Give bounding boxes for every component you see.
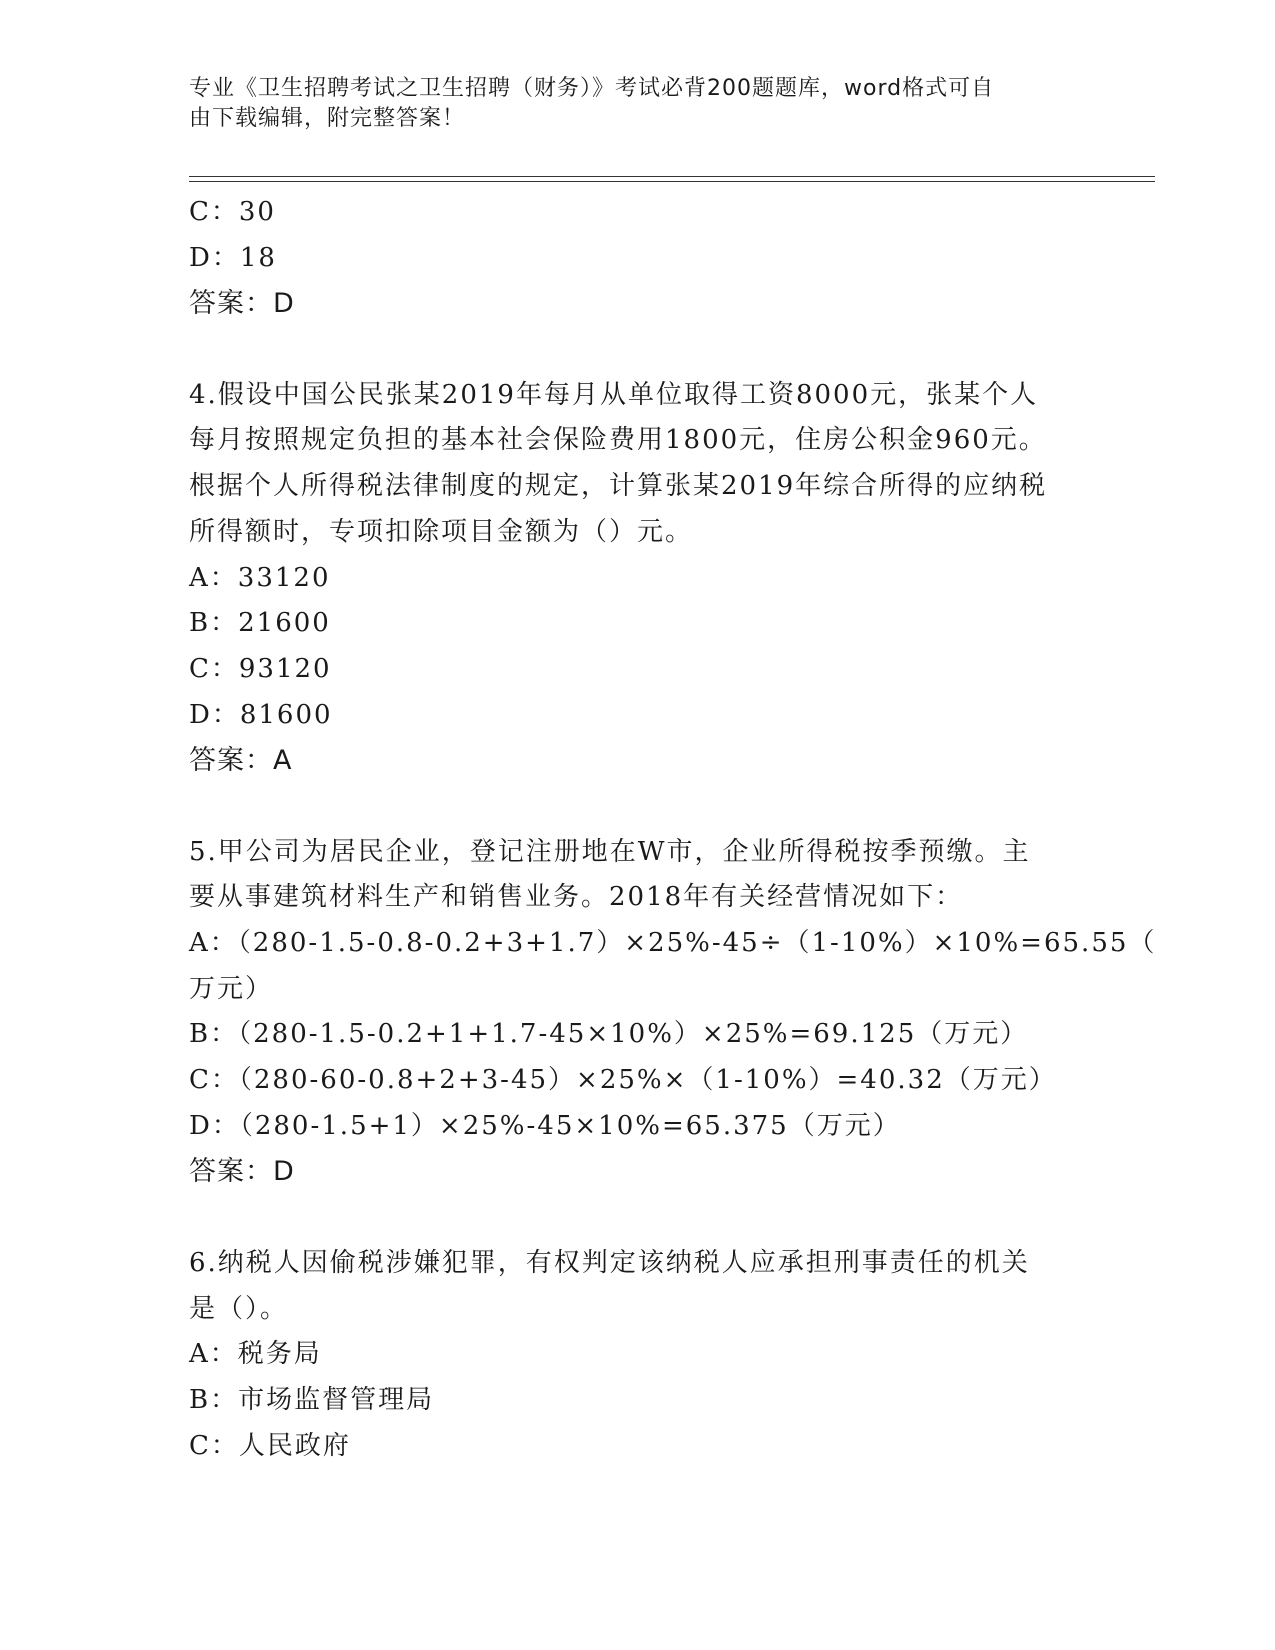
q3-answer: 答案：D xyxy=(189,288,295,320)
q4-stem-line-2: 每月按照规定负担的基本社会保险费用1800元，住房公积金960元。 xyxy=(189,425,1047,456)
header-title-line-1: 专业《卫生招聘考试之卫生招聘（财务）》考试必背200题题库，word格式可自 xyxy=(189,76,995,101)
q5-option-a-line-2: 万元） xyxy=(189,973,274,1004)
q6-stem-line-1: 6.纳税人因偷税涉嫌犯罪，有权判定该纳税人应承担刑事责任的机关 xyxy=(189,1247,1030,1278)
spacer xyxy=(189,327,1089,373)
q5-stem-line-2: 要从事建筑材料生产和销售业务。2018年有关经营情况如下： xyxy=(189,882,964,913)
q5-option-c: C：（280-60-0.8+2+3-45）×25%×（1-10%）=40.32（万元） xyxy=(189,1065,1057,1096)
header-title-line-2: 由下载编辑，附完整答案！ xyxy=(189,106,466,131)
q4-stem-line-1: 4.假设中国公民张某2019年每月从单位取得工资8000元，张某个人 xyxy=(189,379,1039,410)
q6-option-c: C：人民政府 xyxy=(189,1430,351,1461)
spacer xyxy=(189,784,1089,830)
question-5 xyxy=(189,830,1157,1196)
q3-option-d: D：18 xyxy=(189,242,277,273)
question-body xyxy=(189,190,1157,1469)
spacer xyxy=(189,1195,1089,1241)
q6-option-a: A：税务局 xyxy=(189,1339,322,1370)
q5-option-a-line-1: A：（280-1.5-0.8-0.2+3+1.7）×25%-45÷（1-10%）×10%=65.55（ xyxy=(189,928,1157,958)
question-4 xyxy=(189,373,1089,784)
q4-option-a: A：33120 xyxy=(189,562,331,593)
q3-option-c: C：30 xyxy=(189,197,276,227)
q4-option-c: C：93120 xyxy=(189,653,332,684)
q5-stem-line-1: 5.甲公司为居民企业，登记注册地在W市，企业所得税按季预缴。主 xyxy=(189,836,1031,867)
page-header xyxy=(189,74,1069,134)
q4-option-b: B：21600 xyxy=(189,608,331,639)
q4-answer: 答案：A xyxy=(189,745,293,777)
q4-option-d: D：81600 xyxy=(189,699,333,730)
q4-stem-line-3: 根据个人所得税法律制度的规定，计算张某2019年综合所得的应纳税 xyxy=(189,471,1048,502)
question-3-tail xyxy=(189,190,1089,327)
q6-option-b: B：市场监督管理局 xyxy=(189,1384,435,1415)
q6-stem-line-2: 是（）。 xyxy=(189,1293,289,1324)
q5-option-d: D：（280-1.5+1）×25%-45×10%=65.375（万元） xyxy=(189,1110,901,1141)
question-6 xyxy=(189,1241,1089,1469)
q4-stem-line-4: 所得额时，专项扣除项目金额为（）元。 xyxy=(189,516,694,547)
q5-answer: 答案：D xyxy=(189,1156,295,1188)
q5-option-b: B：（280-1.5-0.2+1+1.7-45×10%）×25%=69.125（万元） xyxy=(189,1019,1029,1050)
header-divider xyxy=(189,176,1155,182)
